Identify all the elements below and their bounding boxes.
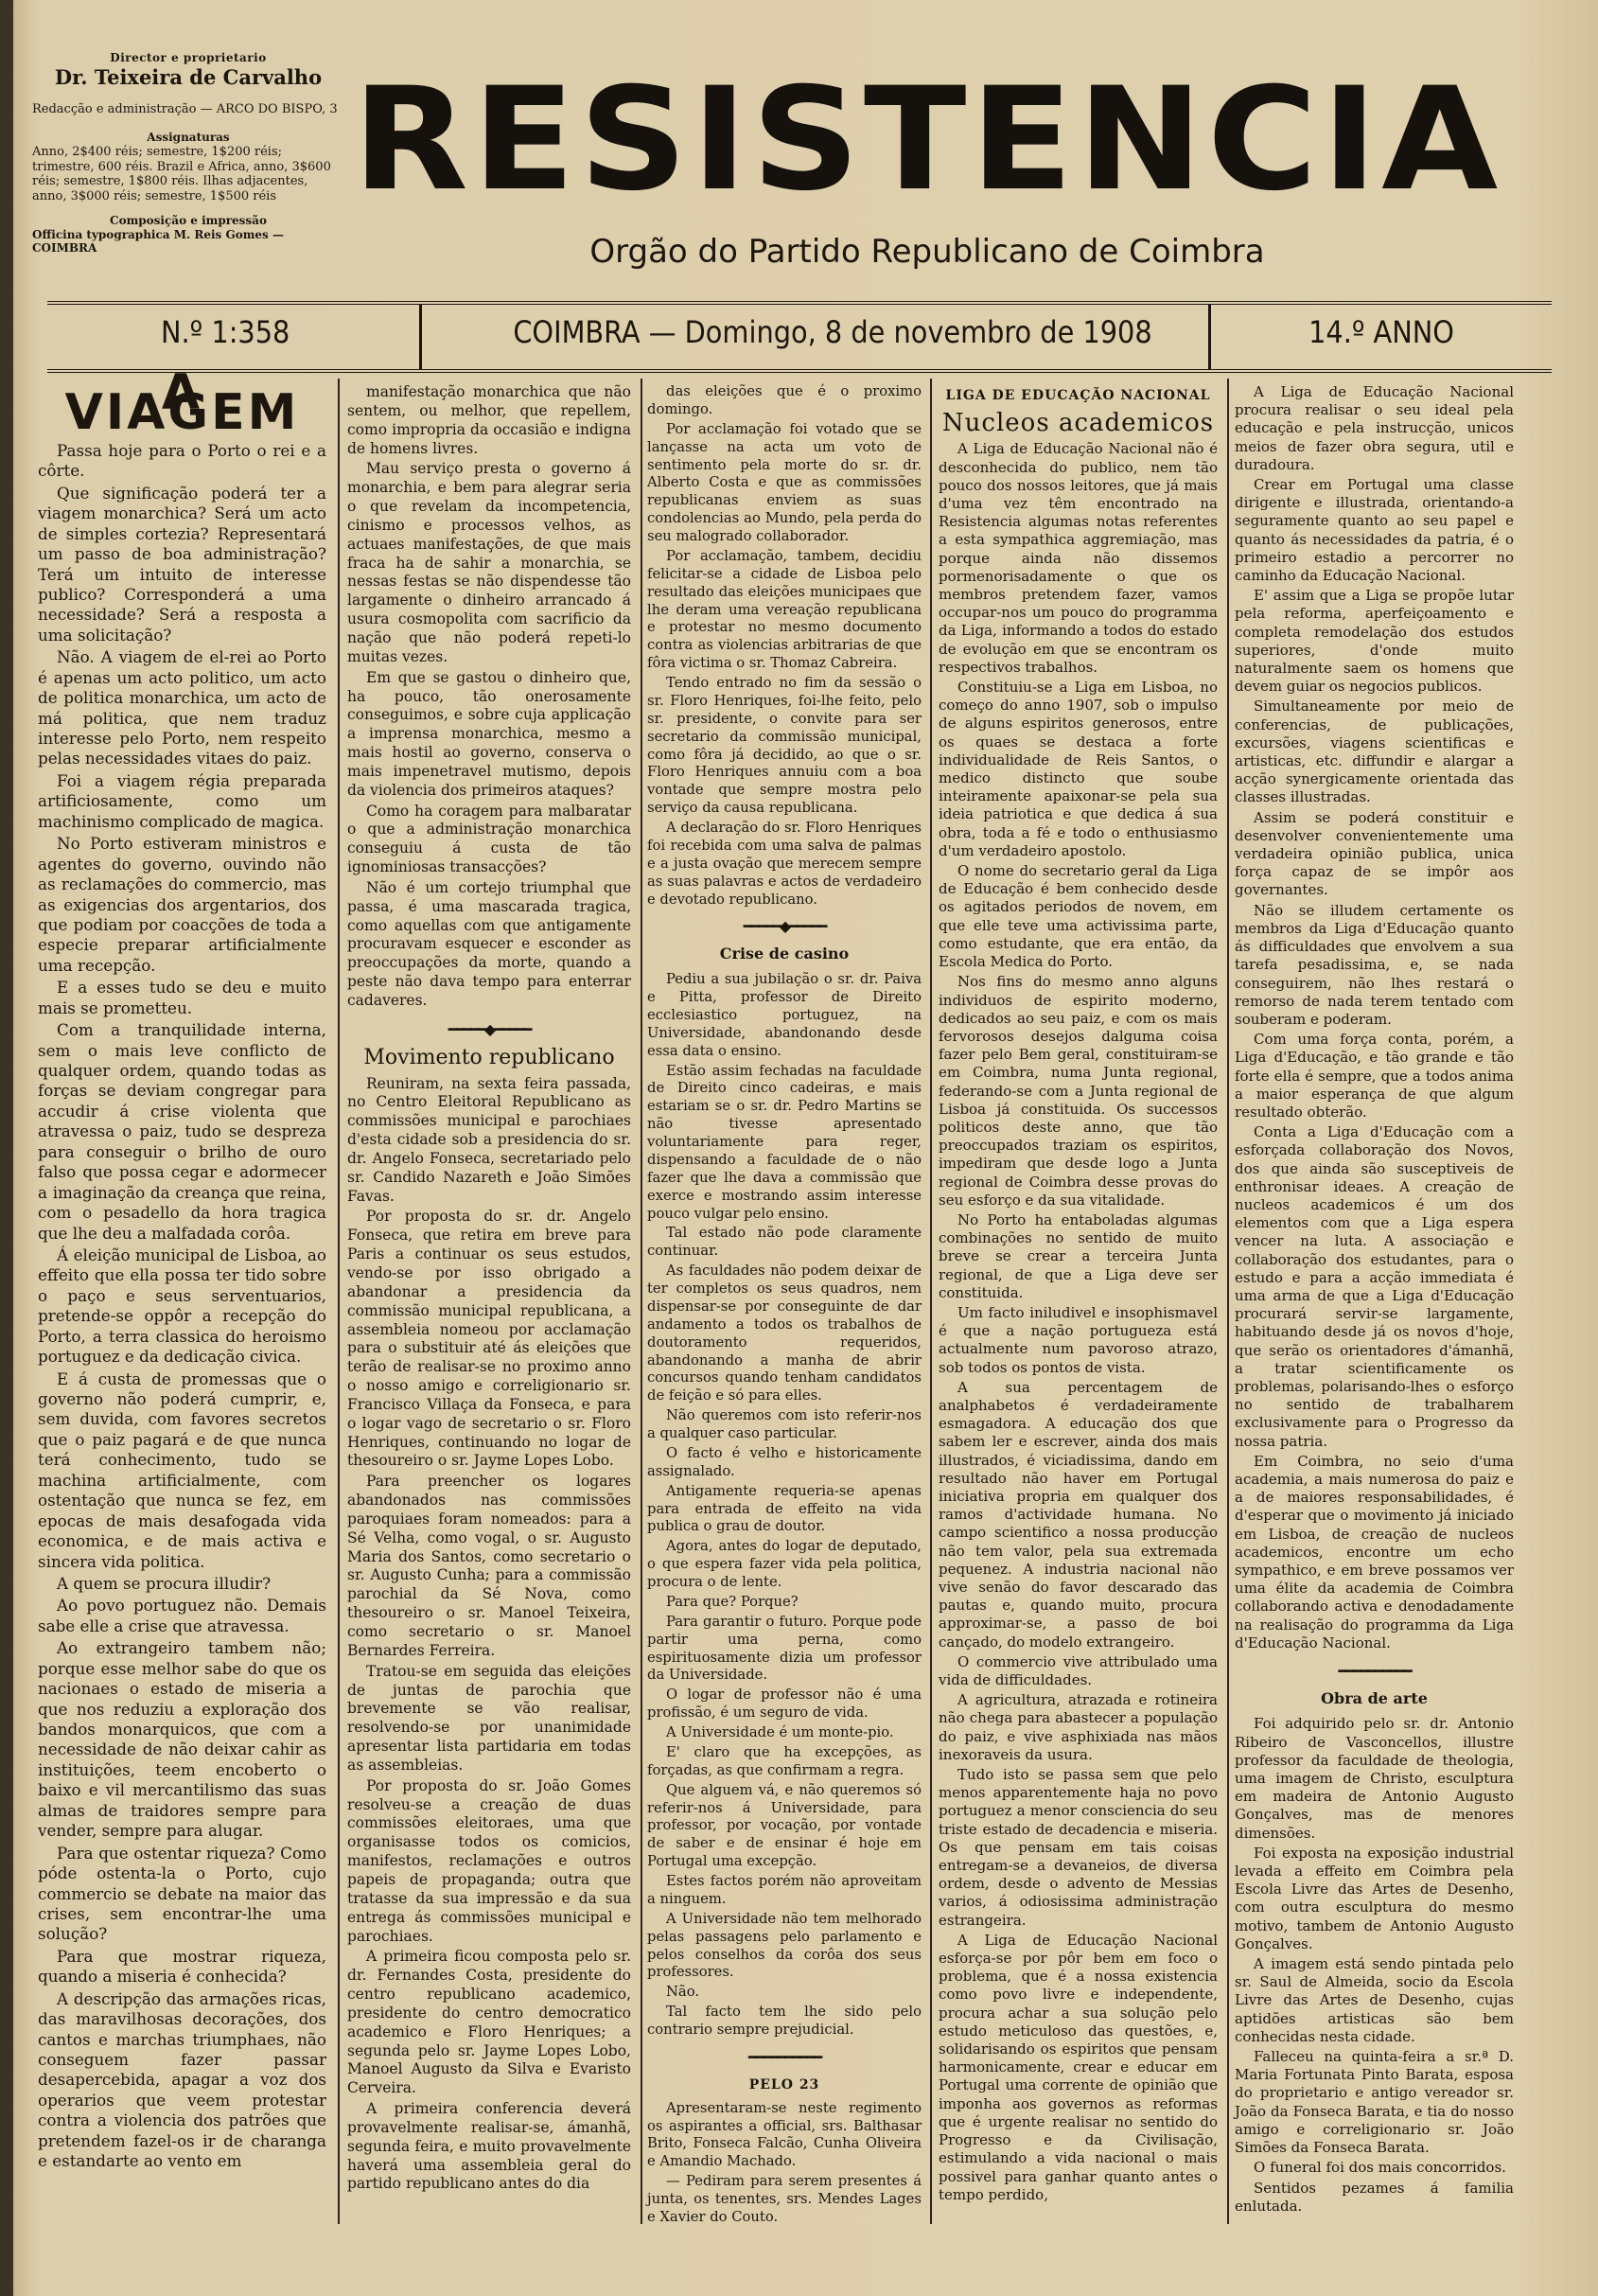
paragraph: O nome do secretario geral da Liga de Educação é bem conhecido desde os agitados periodos de novem, em que elle teve uma activissima parte, como estudante, que era então, da Escola Medica do Porto. [939, 862, 1218, 971]
paragraph: A declaração do sr. Floro Henriques foi recebida com uma salva de palmas e a justa ovação que merecem sempre as suas palavras e actos de verdadeiro e devotado republicano. [647, 820, 922, 908]
dateline-bar [47, 301, 1552, 373]
paragraph: A Liga de Educação Nacional procura realisar o seu ideal pela educação e pela instrucção, unicos meios de fazer obra segura, util e duradoura. [1235, 383, 1514, 473]
paragraph: A primeira conferencia deverá provavelmente realisar-se, ámanhã, segunda feira, e muito provavelmente haverá uma assembleia geral do partido republicano antes do dia [347, 2100, 631, 2193]
section-ornament: ━━━━━━━━━━ [747, 2047, 821, 2066]
paragraph: Por proposta do sr. dr. Angelo Fonseca, que retira em breve para Paris a continuar os seus estudos, vendo-se por isso obrigado a abandonar a presidencia da commissão municipal republicana, a assembleia nomeou por acclamação para o substituir até ás eleições que terão de realisar-se no proximo anno o nosso amigo e correligionario sr. Francisco Villaça da Fonseca, e para o logar vago de secretario o sr. Floro Henriques, continuando no logar de thesoureiro o sr. Jayme Lopes Lobo. [347, 1208, 631, 1470]
article-body [38, 441, 326, 2172]
paragraph: Passa hoje para o Porto o rei e a côrte. [38, 440, 326, 481]
paragraph: Tal facto tem lhe sido pelo contrario sempre prejudicial. [647, 2004, 922, 2038]
paragraph: A Universidade é um monte-pio. [666, 1724, 894, 1740]
section-kicker: LIGA DE EDUCAÇÃO NACIONAL [945, 388, 1211, 403]
paragraph: Não é um cortejo triumphal que passa, é uma mascarada tragica, como aquellas com que antigamente procuravam esquecer e esconder as preoccupações da morte, quando a peste não dava tempo para enterrar cadaveres. [347, 878, 631, 1009]
paragraph: Por proposta do sr. João Gomes resolveu-se a creação de duas commissões eleitoraes, uma que organisasse todos os comicios, manifestos, reclamações e outros papeis de propaganda; outra que tratasse da sua impressão e da sua entrega ás commissões municipal e parochiaes. [347, 1776, 631, 1945]
article-body [347, 1075, 631, 2195]
section-heading: Movimento republicano [363, 1045, 615, 1069]
paragraph: E' assim que a Liga se propõe lutar pela reforma, aperfeiçoamento e completa remodelação dos estudos superiores, d'onde muito naturalmente saem os homens que devem guiar os negocios publicos. [1235, 587, 1514, 696]
paragraph: E a esses tudo se deu e muito mais se prometteu. [38, 978, 326, 1017]
column-4 [939, 383, 1218, 2206]
paragraph: O facto é velho e historicamente assignalado. [647, 1444, 922, 1479]
newspaper-title: RESISTENCIA [352, 58, 1502, 222]
paragraph: E á custa de promessas que o governo não poderá cumprir, e, sem duvida, com favores secretos que o paiz pagará e de que nunca terá conhecimento, tudo se machina artificialmente, com ostentação que nunca se fez, em epocas de mais desafogada vida economica, e de mais activa e sincera vida politica. [38, 1369, 326, 1571]
column-rule [338, 379, 340, 2224]
section-heading: Obra de arte [1321, 1689, 1428, 1708]
paragraph: Foi adquirido pelo sr. dr. Antonio Ribeiro de Vasconcellos, illustre professor da faculdade de theologia, uma imagem de Christo, esculptura em madeira de Antonio Augusto Gonçalves, mas de menores dimensões. [1235, 1715, 1514, 1842]
paragraph: Em que se gastou o dinheiro que, ha pouco, tão onerosamente conseguimos, e sobre cuja applicação a imprensa monarchica, mesmo a mais hostil ao governo, conserva o mais impenetravel mutismo, depois da violencia dos primeiros ataques? [347, 668, 631, 799]
paragraph: Que significação poderá ter a viagem monarchica? Será um acto de simples cortezia? Representará um passo de boa administração? Terá um intuito de interesse publico? Corresponderá a uma necessidade? Será a resposta a uma solicitação? [38, 483, 326, 645]
paragraph: Com a tranquilidade interna, sem o mais leve conflicto de qualquer ordem, quando todas as forças se deviam congregar para accudir á crise violenta que atravessa o paiz, tudo se despreza para conseguir o brilho de ouro falso que possa cegar e adormecer a imaginação da creança que reina, com o pesadello da hora tragica que lhe deu a malfadada corôa. [38, 1020, 326, 1243]
article-body [647, 383, 922, 909]
paragraph: O commercio vive attribulado uma vida de difficuldades. [939, 1652, 1218, 1689]
paragraph: Antigamente requeria-se apenas para entrada de effeito na vida publica o grau de doutor. [647, 1482, 922, 1535]
paragraph: Crear em Portugal uma classe dirigente e illustrada, orientando-a seguramente quanto ao seu papel e quanto ás necessidades da patria, é o primeiro estadio a percorrer no caminho da Educação Nacional. [1235, 476, 1514, 585]
article-body [939, 440, 1218, 2204]
paragraph: Conta a Liga d'Educação com a esforçada collaboração dos Novos, dos que ainda são susceptiveis de enthronisar ideaes. A creação de nucleos academicos é um dos elementos com que a Liga espera vencer na luta. A associação e collaboração dos estudantes, para o estudo e para a acção immediata é uma arma de que a Liga d'Educação procurará servir-se largamente, habituando desde já os novos d'hoje, que serão os orientadores d'ámanhã, a tratar scientificamente os problemas, polarisando-lhes o esforço no sentido de trabalharem exclusivamente para o Progresso da nossa patria. [1235, 1123, 1514, 1450]
section-ornament: ━━━━━◆━━━━━ [743, 917, 826, 936]
printing-label: Composição e impressão [110, 214, 267, 228]
paragraph: Estão assim fechadas na faculdade de Direito cinco cadeiras, e mais estariam se o sr. dr. Pedro Martins se não tivesse apresentado voluntariamente para reger, dispensando a faculdade de o não fazer que lhe dava a commissão que exerce e mostrando assim interesse pouco vulgar pelo ensino. [647, 1062, 922, 1222]
paragraph: Estes factos porém não aproveitam a ninguem. [647, 1873, 922, 1907]
paragraph: Não. A viagem de el-rei ao Porto é apenas um acto politico, um acto de politica monarchica, um acto de má politica, que nem traduz interesse pelo Porto, nem respeito pelas necessidades vitaes do paiz. [38, 647, 326, 768]
article-body [1235, 383, 1514, 1652]
article-body [347, 383, 631, 1011]
paragraph: No Porto ha entaboladas algumas combinações no sentido de muito breve se crear a terceira Junta regional, de que a Liga deve ser constituida. [939, 1210, 1218, 1301]
section-ornament: ━━━━━◆━━━━━ [448, 1019, 531, 1038]
paragraph: A quem se procura illudir? [57, 1573, 272, 1593]
paragraph: Em Coimbra, no seio d'uma academia, a mais numerosa do paiz e a de maiores responsabilidades, é d'esperar que o movimento já iniciado em Lisboa, de creação de nucleos academicos, encontre um echo sympathico, e em breve possamos ver uma élite da academia de Coimbra collaborando activa e denodadamente na realisação do programma da Liga d'Educação Nacional. [1235, 1452, 1514, 1651]
paragraph: Falleceu na quinta-feira a sr.ª D. Maria Fortunata Pinto Barata, esposa do proprietario e antigo vereador sr. João da Fonseca Barata, e tia do nosso amigo e correligionario sr. João Simões da Fonseca Barata. [1235, 2048, 1514, 2157]
paragraph: A descripção das armações ricas, das maravilhosas decorações, dos cantos e marchas triumphaes, não conseguem fazer passar desapercebida, apagar a voz dos operarios que veem protestar contra a violencia dos patrões que pretendem fazel-os ir de charanga e estandarte ao vento em [38, 1988, 326, 2171]
paragraph: O logar de professor não é uma profissão, é um seguro de vida. [647, 1687, 922, 1722]
section-heading: Nucleos academicos [941, 409, 1215, 438]
dateline-divider [419, 305, 422, 369]
paragraph: Por acclamação, tambem, decidiu felicitar-se a cidade de Lisboa pelo resultado das eleições municipaes que lhe deram uma vereação republicana e protestar no mesmo documento contra as violencias arbitrarias de que fôra victima o sr. Thomaz Cabreira. [647, 547, 922, 672]
address-line: Redacção e administração — ARCO DO BISPO, 3 [32, 102, 338, 117]
article-body [1235, 1715, 1514, 2215]
paragraph: Apresentaram-se neste regimento os aspirantes a official, srs. Balthasar Brito, Fonseca Falcão, Cunha Oliveira e Amandio Machado. [647, 2099, 922, 2170]
article-headline: A VIAGEM [64, 364, 300, 442]
printing-text: Officina typographica M. Reis Gomes — COIMBRA [32, 227, 284, 256]
paragraph: Agora, antes do logar de deputado, o que espera fazer vida pela politica, procura o de lente. [647, 1538, 922, 1590]
paragraph: Foi a viagem régia preparada artificiosamente, como um machinismo complicado de magica. [38, 770, 326, 831]
place-date: COIMBRA — Domingo, 8 de novembro de 1908 [513, 314, 1152, 350]
paragraph: Sentidos pezames á familia enlutada. [1235, 2179, 1514, 2215]
paragraph: As faculdades não podem deixar de ter completos os seus quadros, nem dispensar-se por conseguinte de dar andamento a todos os trabalhos de doutoramento requeridos, abandonando a manha de abrir concursos quando tenham candidatos de feição e só para elles. [647, 1263, 922, 1404]
paragraph: Mau serviço presta o governo á monarchia, e bem para alegrar seria o que revelam da incompetencia, cinismo e processos velhos, as actuaes manifestações, de que mais fraca ha de sahir a monarchia, se nessas festas se não dispendesse tão largamente o dinheiro arrancado á usura cosmopolita com sacrificio da nação que não poderá repeti-lo muitas vezes. [347, 460, 631, 665]
paragraph: Que alguem vá, e não queremos só referir-nos á Universidade, para professor, por vocação, por vontade de saber e de ensinar é hoje em Portugal uma excepção. [647, 1781, 922, 1870]
masthead-info-block [32, 51, 344, 265]
paragraph: Tudo isto se passa sem que pelo menos apparentemente haja no povo portuguez a menor consciencia do seu triste estado de decadencia e miseria. Os que pensam em tais coisas entregam-se a devaneios, de diversa ordem, desde o advento de Messias varios, á odiosissima administração estrangeira. [939, 1766, 1218, 1929]
paragraph: Não se illudem certamente os membros da Liga d'Educação quanto ás difficuldades que envolvem a sua tarefa pesadissima, e, se nada conseguirem, não lhes restará o remorso de nada terem tentado com souberam e poderam. [1235, 901, 1514, 1028]
column-3 [647, 383, 922, 2229]
paragraph: Ao extrangeiro tambem não; porque esse melhor sabe do que os nacionaes o estado de miseria a que nos reduziu a exploração dos bandos monarquicos, que com a necessidade de não deixar cahir as instituições, teem encoberto o baixo e vil mercantilismo das suas almas de traidores sempre para vender, sempre para alugar. [38, 1638, 326, 1841]
page-binding-edge [0, 0, 13, 2296]
paragraph: Constituiu-se a Liga em Lisboa, no começo do anno 1907, sob o impulso de alguns espiritos generosos, entre os quaes se destaca a forte individualidade de Reis Santos, o medico distincto que soube inteiramente apaixonar-se pela sua ideia patriotica e que dedica á sua obra, toda a fé e todo o enthusiasmo d'um verdadeiro apostolo. [939, 679, 1218, 859]
paragraph: — Pediram para serem presentes á junta, os tenentes, srs. Mendes Lages e Xavier do Couto. [647, 2173, 922, 2225]
paragraph: A Liga de Educação Nacional não é desconhecida do publico, nem tão pouco dos nossos leitores, que já mais d'uma vez têm encontrado na Resistencia algumas notas referentes a esta sympathica aggremiação, mas porque ainda não dissemos pormenorisadamente o que os membros pretendem fazer, vamos occupar-nos um pouco do programma da Liga, informando a todos do estado de evolução em que se encontram os respectivos trabalhos. [939, 440, 1218, 676]
paragraph: Simultaneamente por meio de conferencias, de publicações, excursões, viagens scientificas e artisticas, etc. diffundir e alargar a acção synergicamente orientada das classes illustradas. [1235, 698, 1514, 806]
paragraph: Por acclamação foi votado que se lançasse na acta um voto de sentimento pela morte do sr. dr. Alberto Costa e que as commissões republicanas enviem as suas condolencias ao Mundo, pela perda do seu malogrado collaborador. [647, 420, 922, 544]
article-body [647, 971, 922, 2040]
paragraph: das eleições que é o proximo domingo. [647, 383, 922, 417]
paragraph: Para que mostrar riqueza, quando a miseria é conhecida? [38, 1946, 326, 1987]
section-heading: PELO 23 [748, 2076, 820, 2093]
director-name: Dr. Teixeira de Carvalho [54, 64, 323, 89]
paragraph: Não. [666, 1984, 700, 2001]
paragraph: Tendo entrado no fim da sessão o sr. Floro Henriques, foi-lhe feito, pelo sr. presidente, o convite para ser secretario da commissão municipal, como fôra já decidido, ao que o sr. Floro Henriques annuiu com a boa vontade que sempre mostra pelo serviço da causa republicana. [647, 675, 922, 817]
section-heading: Crise de casino [719, 945, 850, 963]
subscriptions-text: Anno, 2$400 réis; semestre, 1$200 réis; trimestre, 600 réis. Brazil e Africa, anno, 3$600 réis; semestre, 1$800 réis. Ilhas adjacentes, anno, 3$000 réis; semestre, 1$500 réis [32, 144, 331, 204]
paragraph: Para preencher os logares abandonados nas commissões paroquiaes foram nomeados: para a Sé Velha, como vogal, o sr. Augusto Maria dos Santos, como secretario o sr. Augusto Cunha; para a commissão parochial da Sé Nova, como thesoureiro o sr. Manoel Teixeira, como secretario o sr. Manoel Bernardes Ferreira. [347, 1473, 631, 1659]
paragraph: A Liga de Educação Nacional esforça-se por pôr bem em foco o problema, que é a nossa existencia como povo livre e independente, procura achar a sua solução pelo estudo meticuloso das questões, e, solidarisando os espiritos que pensam harmonicamente, crear e educar em Portugal uma corrente de opinião que imponha aos governos as reformas que é urgente realisar no sentido do Progresso e da Civilisação, estimulando a vida nacional o mais possivel para ganhar quanto antes o tempo perdido, [939, 1931, 1218, 2203]
issue-number: N.º 1:358 [161, 314, 290, 350]
paragraph: A sua percentagem de analphabetos é verdadeiramente esmagadora. A educação dos que sabem ler e escrever, ainda dos mais illustrados, é viciadissima, dando em resultado não haver em Portugal iniciativa propria em qualquer dos ramos d'actividade humana. No campo scientifico a nossa producção não tem valor, pela sua extremada pequenez. A industria nacional não vive senão do favor descarado das pautas e, quando muito, procura approximar-se, a passo de boi cançado, do modelo extrangeiro. [939, 1378, 1218, 1651]
paragraph: Pediu a sua jubilação o sr. dr. Paiva e Pitta, professor de Direito ecclesiastico portuguez, na Universidade, abandonando desde essa data o ensino. [647, 971, 922, 1059]
column-2 [347, 383, 631, 2196]
paragraph: manifestação monarchica que não sentem, ou melhor, que repellem, como impropria da occasião e indigna de homens livres. [347, 383, 631, 457]
director-label: Director e proprietario [110, 51, 267, 64]
paragraph: A imagem está sendo pintada pelo sr. Saul de Almeida, socio da Escola Livre das Artes de Desenho, cujas aptidões artisticas são bem conhecidas nesta cidade. [1235, 1955, 1514, 2045]
paragraph: Para que ostentar riqueza? Como póde ostenta-la o Porto, cujo commercio se debate na maior das crises, sem encontrar-lhe uma solução? [38, 1843, 326, 1944]
volume-year: 14.º ANNO [1308, 314, 1454, 350]
newspaper-subtitle: Orgão do Partido Republicano de Coimbra [589, 233, 1265, 271]
column-rule [641, 379, 642, 2224]
dateline-divider [1208, 305, 1211, 369]
column-5 [1235, 383, 1514, 2217]
paragraph: Assim se poderá constituir e desenvolver convenientemente uma verdadeira opinião publica, unica força capaz de se impôr aos governantes. [1235, 808, 1514, 899]
paragraph: E' claro que ha excepções, as forçadas, as que confirmam a regra. [647, 1743, 922, 1778]
paragraph: Nos fins do mesmo anno alguns individuos de espirito moderno, dedicados ao seu paiz, e com os mais fervorosos desejos dalguma coisa fazer pelo Bem geral, constituiram-se em Coimbra, numa Junta regional, federando-se com a Junta regional de Lisboa já constituida. Os successos politicos deste anno, que tão preoccupados traziam os espiritos, impediram que desde logo a Junta regional de Coimbra desse provas do seu esforço e da sua vitalidade. [939, 973, 1218, 1209]
paragraph: Para que? Porque? [666, 1593, 799, 1610]
column-rule [930, 379, 932, 2224]
subscriptions-label: Assignaturas [147, 131, 230, 145]
paragraph: A primeira ficou composta pelo sr. dr. Fernandes Costa, presidente do centro republicano academico, presidente do centro democratico academico e Floro Henriques; a segunda pelo sr. Jayme Lopes Lobo, Manoel Augusto da Silva e Evaristo Cerveira. [347, 1948, 631, 2097]
column-1 [38, 364, 326, 2174]
paragraph: Para garantir o futuro. Porque pode partir uma perna, como espirituosamente dizia um professor da Universidade. [647, 1613, 922, 1684]
paragraph: Tratou-se em seguida das eleições de juntas de parochia que brevemente se vão realisar, resolvendo-se por unanimidade apresentar lista partidaria em todas as assembleias. [347, 1662, 631, 1774]
paragraph: Com uma força conta, porém, a Liga d'Educação, e tão grande e tão forte ella é sempre, que a todos anima a maior esperança de que algum resultado obterão. [1235, 1031, 1514, 1121]
paragraph: Á eleição municipal de Lisboa, ao effeito que ella possa ter tido sobre o paço e seus serventuarios, pretende-se oppôr a recepção do Porto, a terra classica do heroismo portuguez e da dedicação civica. [38, 1245, 326, 1367]
paragraph: Tal estado não pode claramente continuar. [647, 1225, 922, 1260]
paragraph: Um facto iniludivel e insophismavel é que a nação portugueza está actualmente num pavoroso atrazo, sob todos os pontos de vista. [939, 1303, 1218, 1376]
paragraph: Reuniram, na sexta feira passada, no Centro Eleitoral Republicano as commissões municipal e parochiaes d'esta cidade sob a presidencia do sr. dr. Angelo Fonseca, secretariado pelo sr. Candido Nazareth e João Simões Favas. [347, 1074, 631, 1205]
paragraph: Como ha coragem para malbaratar o que a administração monarchica conseguiu á custa de tão ignominiosas transacções? [347, 802, 631, 876]
paragraph: A agricultura, atrazada e rotineira não chega para abastecer a população do paiz, e vive asphixiada nas mãos inexoraveis da usura. [939, 1691, 1218, 1763]
paragraph: Foi exposta na exposição industrial levada a effeito em Coimbra pela Escola Livre das Artes de Desenho, com outra esculptura do mesmo motivo, tambem de Antonio Augusto Gonçalves. [1235, 1844, 1514, 1952]
section-ornament: ━━━━━━━━━━ [1338, 1662, 1411, 1681]
article-body [647, 2100, 922, 2227]
paragraph: A Universidade não tem melhorado pelas passagens pelo parlamento e pelos conselhos da corôa dos seus professores. [647, 1910, 922, 1981]
paragraph: No Porto estiveram ministros e agentes do governo, ouvindo não as reclamações do commercio, mas as exigencias dos argentarios, dos que podiam por coacções de toda a especie preparar artificialmente uma recepção. [38, 834, 326, 975]
paragraph: Ao povo portuguez não. Demais sabe elle a crise que atravessa. [38, 1596, 326, 1635]
column-rule [1227, 379, 1229, 2224]
paragraph: Não queremos com isto referir-nos a qualquer caso particular. [647, 1407, 922, 1441]
paragraph: O funeral foi dos mais concorridos. [1254, 2159, 1506, 2177]
